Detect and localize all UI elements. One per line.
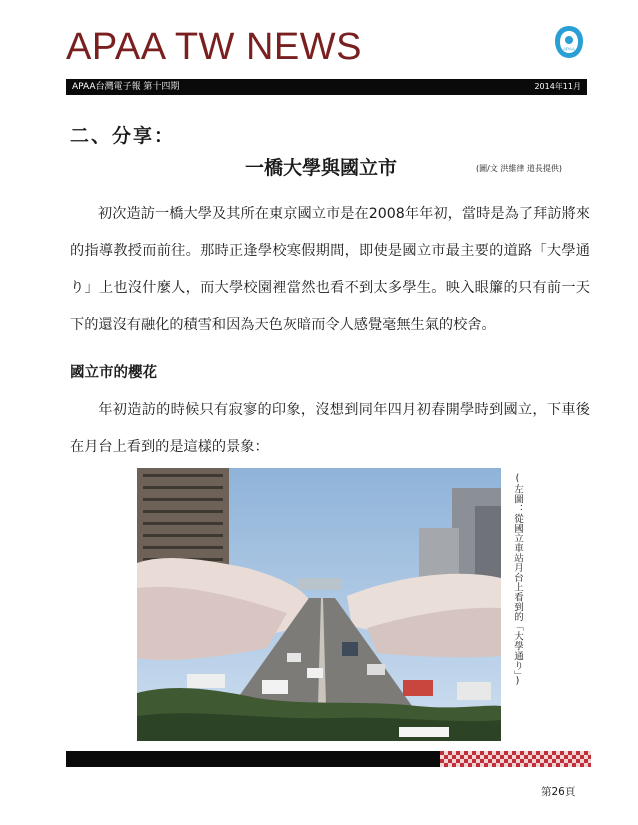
issue-bar [66,79,587,95]
page-number: 第26頁 [541,786,576,798]
photo-caption: (左圖：從國立車站月台上看到的「大學通り」) [512,473,523,687]
article-title: 一橋大學與國立市 [245,157,398,179]
subheading-sakura: 國立市的櫻花 [70,365,157,381]
paragraph-spring-text: 年初造訪的時候只有寂寥的印象，沒想到同年四月初春開學時到國立，下車後在月台上看到的是這樣的景象： [70,402,590,455]
footer-bar [66,751,440,767]
section-heading: 二、分享： [70,125,176,147]
checker-pattern [440,751,591,767]
issue-label: APAA台灣電子報 第十四期 [72,82,180,92]
cherry-blossom-street-photo [137,468,501,741]
masthead-title: APAA TW NEWS [66,26,362,68]
logo-text: APAA [563,46,575,52]
paragraph-intro-text: 初次造訪一橋大學及其所在東京國立市是在2008年年初，當時是為了拜訪將來的指導教授而前往。那時正逢學校寒假期間，即使是國立市最主要的道路「大學通り」上也沒什麼人，而大學校園裡當然也看不到太多學生。映入眼簾的只有前一天下的還沒有融化的積雪和因為天色灰暗而令人感覺毫無生氣的校舍。 [70,206,590,333]
paragraph-spring [70,392,590,466]
article-credit: (圖/文 洪維律 道長提供) [476,164,563,173]
apaa-logo-icon [552,24,586,60]
paragraph-intro [70,196,590,344]
issue-date: 2014年11月 [534,82,581,91]
